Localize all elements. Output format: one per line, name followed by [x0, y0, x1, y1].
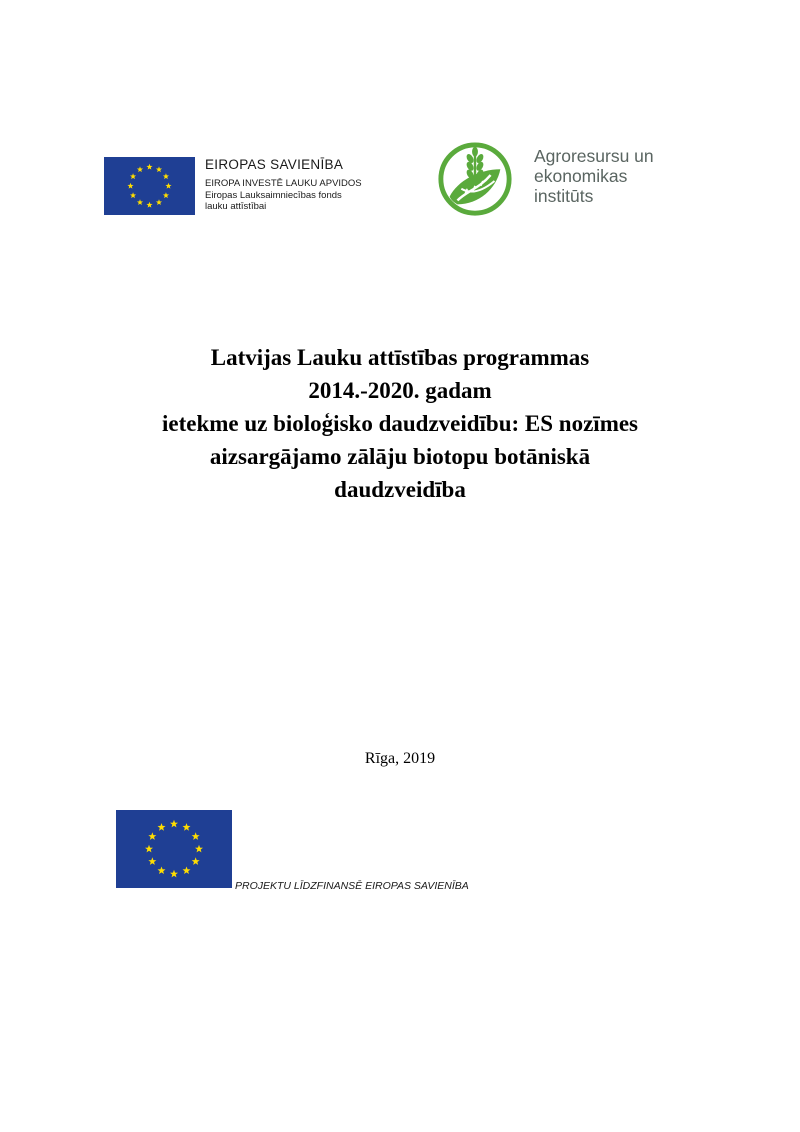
document-title: [60, 341, 740, 506]
eu-header-line1: EIROPA INVESTĒ LAUKU APVIDOS: [205, 178, 362, 189]
eu-rural-investment-logo: [104, 157, 404, 215]
wheat-dna-leaf-emblem-icon: [436, 140, 514, 218]
cofinance-statement: PROJEKTU LĪDZFINANSĒ EIROPAS SAVIENĪBA: [235, 880, 469, 892]
eu-header-text: [205, 157, 362, 213]
eu-flag-icon: [104, 157, 195, 215]
title-line5: daudzveidība: [334, 477, 466, 502]
eu-header-line2: Eiropas Lauksaimniecības fonds: [205, 189, 342, 201]
place-and-year: Rīga, 2019: [364, 750, 436, 767]
title-line3: ietekme uz bioloģisko daudzveidību: ES nozīmes: [161, 411, 639, 436]
institute-logo: [436, 140, 686, 220]
eu-flag-icon: [116, 810, 232, 888]
institute-name: [534, 146, 654, 206]
institute-name-line1: Agroresursu un: [534, 146, 654, 166]
title-line1: Latvijas Lauku attīstības programmas: [210, 345, 590, 370]
institute-name-line3: institūts: [534, 186, 594, 206]
eu-header-line3: lauku attīstībai: [205, 201, 267, 212]
institute-name-line2: ekonomikas: [534, 166, 628, 186]
title-line2: 2014.-2020. gadam: [308, 378, 492, 403]
title-line4: aizsargājamo zālāju biotopu botāniskā: [209, 444, 591, 469]
eu-header-title: EIROPAS SAVIENĪBA: [205, 157, 344, 172]
